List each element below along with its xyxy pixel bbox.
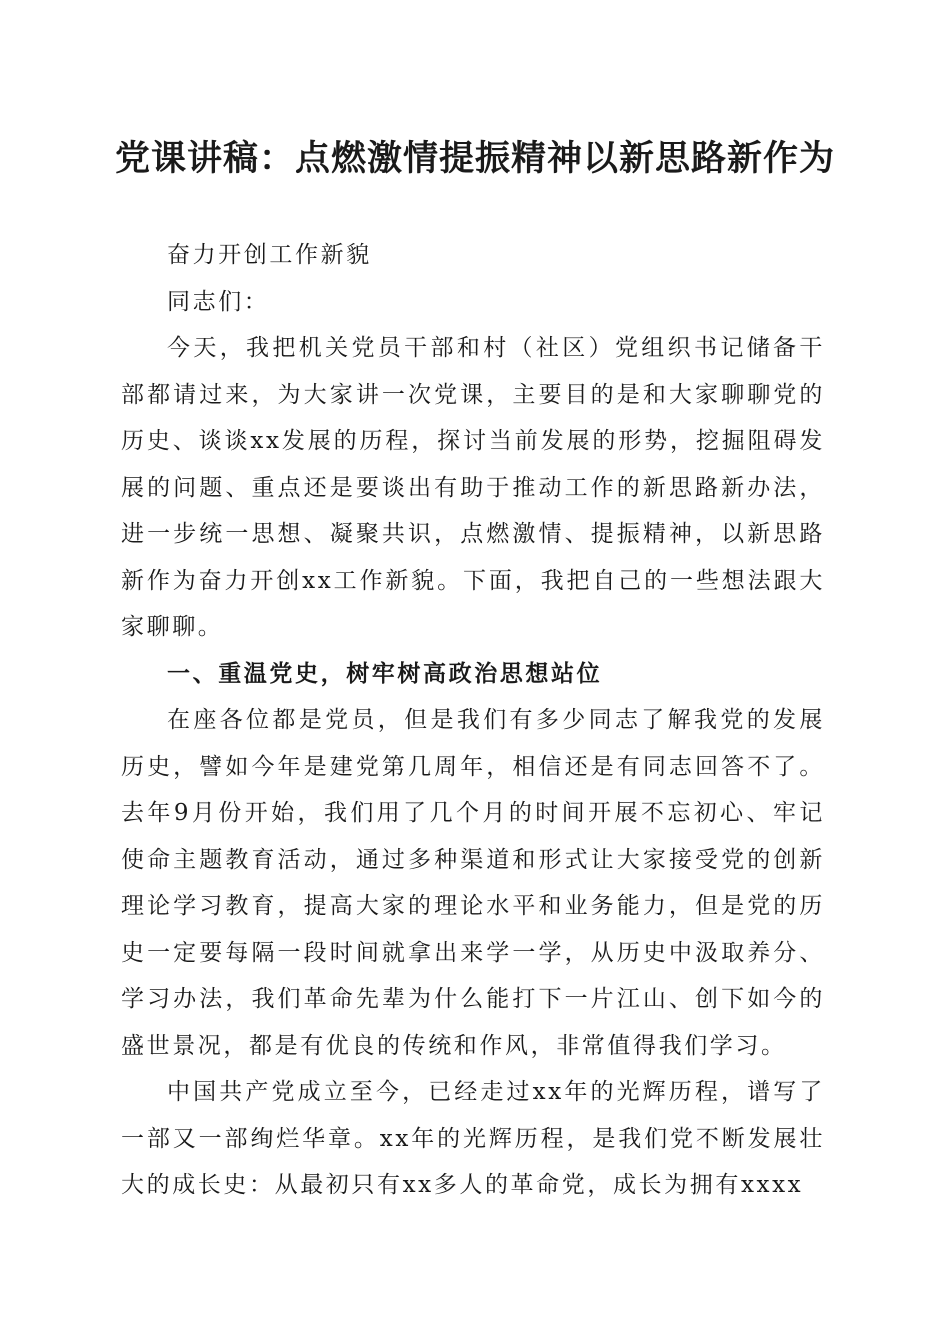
paragraph-party-founding: 中国共产党成立至今，已经走过xx年的光辉历程，谱写了一部又一部绚烂华章。xx年的光辉历程，是我们党不断发展壮大的成长史：从最初只有xx多人的革命党，成长为拥有xxxx	[121, 1079, 825, 1198]
paragraph-intro: 今天，我把机关党员干部和村（社区）党组织书记储备干部都请过来，为大家讲一次党课，主要目的是和大家聊聊党的历史、谈谈xx发展的历程，探讨当前发展的形势，挖掘阻碍发展的问题、重点还是要谈出有助于推动工作的新思路新办法，进一步统一思想、凝聚共识，点燃激情、提振精神，以新思路新作为奋力开创xx工作新貌。下面，我把自己的一些想法跟大家聊聊。	[121, 335, 825, 640]
salutation: 同志们：	[167, 288, 270, 315]
document-body	[121, 232, 825, 1209]
document-title: 党课讲稿：点燃激情提振精神以新思路新作为	[114, 139, 835, 179]
section-heading-1: 一、重温党史，树牢树高政治思想站位	[167, 660, 603, 687]
subtitle-line: 奋力开创工作新貌	[167, 242, 372, 268]
paragraph-party-history: 在座各位都是党员，但是我们有多少同志了解我党的发展历史，譬如今年是建党第几周年，相信还是有同志回答不了。去年9月份开始，我们用了几个月的时间开展不忘初心、牢记使命主题教育活动，通过多种渠道和形式让大家接受党的创新理论学习教育，提高大家的理论水平和业务能力，但是党的历史一定要每隔一段时间就拿出来学一学，从历史中汲取养分、学习办法，我们革命先辈为什么能打下一片江山、创下如今的盛世景况，都是有优良的传统和作风，非常值得我们学习。	[121, 707, 825, 1059]
